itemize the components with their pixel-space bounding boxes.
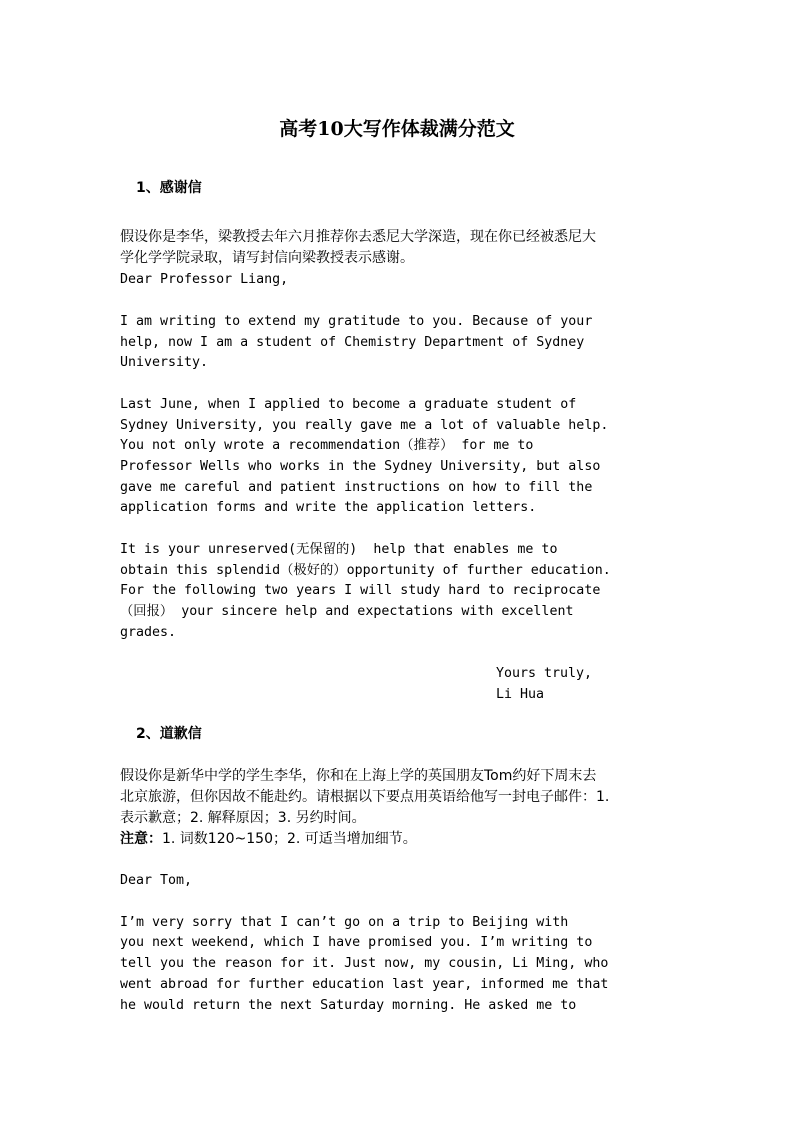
paragraph-line: University. [120,355,209,370]
prompt-line: 表示歉意；2. 解释原因；3. 另约时间。 [120,810,366,826]
paragraph-line: obtain this splendid（极好的）opportunity of further education. [120,563,611,578]
paragraph-line: For the following two years I will study hard to reciprocate [120,583,601,598]
paragraph-line: （回报） your sincere help and expectations with excellent [120,604,574,619]
paragraph-line: I’m very sorry that I can’t go on a trip to Beijing with [120,915,569,930]
paragraph-line: you next weekend, which I have promised you. I’m writing to [120,935,593,950]
note-label: 注意： [120,831,162,847]
document-title: 高考10大写作体裁满分范文 [279,118,515,140]
letter-salutation: Dear Professor Liang, [120,272,289,287]
paragraph-line: help, now I am a student of Chemistry Department of Sydney [120,335,585,350]
letter-closing: Yours truly, [496,666,593,681]
paragraph-line: grades. [120,625,177,640]
paragraph-line: Professor Wells who works in the Sydney University, but also [120,459,601,474]
section-heading-apology-letter: 2、道歉信 [136,726,202,742]
paragraph-line: Sydney University, you really gave me a lot of valuable help. [120,418,609,433]
paragraph-line: gave me careful and patient instructions on how to fill the [120,480,593,495]
paragraph-line: It is your unreserved(无保留的) help that enables me to [120,542,558,557]
letter-salutation: Dear Tom, [120,873,193,888]
prompt-line: 假设你是新华中学的学生李华，你和在上海上学的英国朋友Tom约好下周末去 [120,768,597,784]
paragraph-line: You not only wrote a recommendation（推荐） for me to [120,438,534,453]
letter-signature: Li Hua [496,687,545,702]
section-heading-thank-you-letter: 1、感谢信 [136,180,202,196]
prompt-line: 假设你是李华，梁教授去年六月推荐你去悉尼大学深造，现在你已经被悉尼大 [120,229,596,245]
note-text: 1. 词数120~150；2. 可适当增加细节。 [162,831,417,847]
paragraph-line: he would return the next Saturday morning. He asked me to [120,998,577,1013]
note-line [120,829,417,850]
paragraph-line: tell you the reason for it. Just now, my cousin, Li Ming, who [120,956,609,971]
prompt-line: 学化学学院录取，请写封信向梁教授表示感谢。 [120,250,414,266]
paragraph-line: Last June, when I applied to become a graduate student of [120,397,577,412]
paragraph-line: went abroad for further education last year, informed me that [120,977,609,992]
paragraph-line: application forms and write the application letters. [120,500,537,515]
paragraph-line: I am writing to extend my gratitude to you. Because of your [120,314,593,329]
prompt-line: 北京旅游，但你因故不能赴约。请根据以下要点用英语给他写一封电子邮件：1. [120,789,610,805]
